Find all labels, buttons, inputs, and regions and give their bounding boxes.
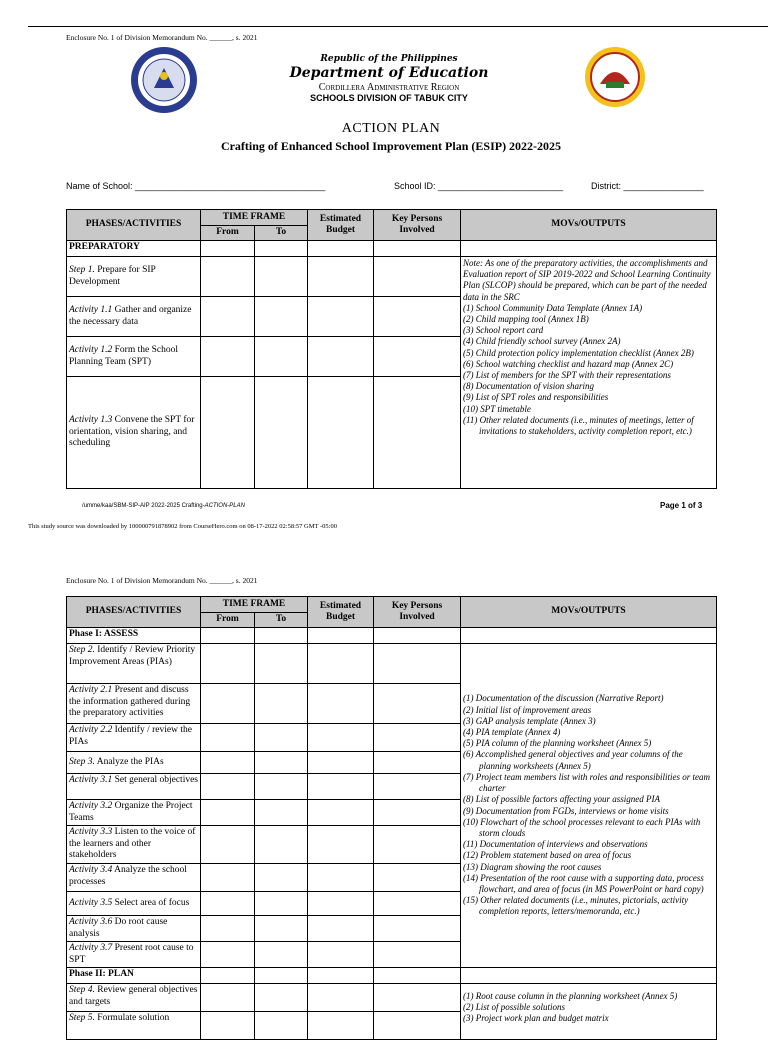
page-top-rule (28, 26, 768, 27)
list-item: (4) Child friendly school survey (Annex 2A) (463, 336, 621, 347)
table-row: Activity 1.3 Convene the SPT for orientation, vision sharing, and scheduling (67, 377, 201, 489)
list-item: (7) Project team members list with roles and responsibilities or team charter (463, 771, 710, 794)
action-plan-table-2 (66, 596, 717, 1040)
table-row: Activity 3.1 Set general objectives (67, 774, 201, 800)
table-row: Step 4. Review general objectives and targets (67, 984, 201, 1012)
list-item: (15) Other related documents (i.e., minutes, pictorials, activity completion reports, letters/memoranda, etc.) (463, 895, 689, 917)
header-phases: PHASES/ACTIVITIES (67, 210, 201, 241)
table-row: Activity 2.1 Present and discuss the information gathered during the preparatory activities (67, 684, 201, 724)
department-heading: Department of Education (289, 65, 489, 81)
deped-seal-logo (130, 46, 198, 114)
table-row: Activity 3.2 Organize the Project Teams (67, 800, 201, 826)
enclosure-note: Enclosure No. 1 of Division Memorandum No. ______, s. 2021 (66, 33, 258, 42)
list-item: (14) Presentation of the root cause with a supporting data, process flowchart, and area of focus (in MS PowerPoint or hard copy) (463, 872, 704, 894)
list-item: (1) Root cause column in the planning worksheet (Annex 5) (463, 991, 678, 1001)
region-heading: Cordillera Administrative Region (318, 82, 460, 93)
list-item: (6) School watching checklist and hazard map (Annex 2C) (463, 358, 674, 369)
division-heading: SCHOOLS DIVISION OF TABUK CITY (310, 93, 468, 103)
header-budget: Estimated Budget (308, 210, 374, 241)
list-item: (3) Project work plan and budget matrix (463, 1013, 609, 1024)
list-item: (1) School Community Data Template (Annex 1A) (463, 302, 643, 313)
list-item: (4) PIA template (Annex 4) (463, 727, 561, 738)
section-label: Phase I: ASSESS (67, 628, 201, 644)
table-row: Activity 3.5 Select area of focus (67, 892, 201, 916)
list-item: (8) Documentation of vision sharing (463, 381, 595, 392)
header-to: To (255, 613, 308, 628)
list-item: (9) Documentation from FGDs, interviews or home visits (463, 805, 669, 816)
list-item: (3) School report card (463, 325, 544, 336)
document-subtitle: Crafting of Enhanced School Improvement Plan (ESIP) 2022-2025 (220, 139, 562, 153)
division-seal-logo (584, 46, 646, 108)
republic-heading: Republic of the Philippines (320, 54, 458, 64)
list-item: (11) Documentation of interviews and observations (463, 839, 648, 850)
district-field[interactable]: District: ________________ (591, 181, 704, 191)
header-key-persons: Key Persons Involved (374, 597, 461, 628)
header-budget: Estimated Budget (308, 597, 374, 628)
preparatory-note: Note: As one of the preparatory activities, the accomplishments and Evaluation report of SIP 2019-2022 and School Learning Continuity Plan (SLCOP) should be prepared, which can be part of the needed data in the SRC (463, 258, 711, 302)
header-to: To (255, 226, 308, 241)
list-item: (8) List of possible factors affecting your assigned PIA (463, 794, 661, 805)
footer-path: /umme/kaa/SBM-SIP-AIP 2022-2025 Crafting-ACTION-PLAN (82, 503, 245, 509)
list-item: (5) PIA column of the planning worksheet (Annex 5) (463, 738, 652, 749)
movs-cell-preparatory (461, 257, 717, 489)
list-item: (10) SPT timetable (463, 403, 531, 414)
header-from: From (201, 613, 255, 628)
header-phases: PHASES/ACTIVITIES (67, 597, 201, 628)
list-item: (2) List of possible solutions (463, 1002, 566, 1013)
section-label: PREPARATORY (67, 241, 201, 257)
list-item: (7) List of members for the SPT with their representations (463, 370, 671, 381)
list-item: (2) Child mapping tool (Annex 1B) (463, 314, 589, 325)
list-item: (6) Accomplished general objectives and year columns of the planning worksheets (Annex 5) (463, 749, 683, 771)
movs-cell-plan (461, 984, 717, 1040)
movs-cell-assess (461, 644, 717, 968)
section-label: Phase II: PLAN (67, 968, 201, 984)
page-number: Page 1 of 3 (660, 501, 703, 510)
header-movs: MOVs/OUTPUTS (461, 597, 717, 628)
table-row: Activity 2.2 Identify / review the PIAs (67, 724, 201, 752)
list-item: (2) Initial list of improvement areas (463, 704, 592, 715)
list-item: (12) Problem statement based on area of focus (463, 850, 632, 861)
table-row: Activity 1.2 Form the School Planning Team (SPT) (67, 337, 201, 377)
list-item: (10) Flowchart of the school processes relevant to each PIAs with storm clouds (463, 816, 701, 838)
source-line: This study source was downloaded by 100000791878902 from CourseHero.com on 08-17-2022 02:58:57 GMT -05:00 (28, 523, 337, 530)
list-item: (13) Diagram showing the root causes (463, 861, 602, 872)
table-row: Activity 3.4 Analyze the school processes (67, 864, 201, 892)
header-from: From (201, 226, 255, 241)
name-of-school-field[interactable]: Name of School: ______________________________________ (66, 181, 326, 191)
header-movs: MOVs/OUTPUTS (461, 210, 717, 241)
table-row: Step 2. Identify / Review Priority Improvement Areas (PIAs) (67, 644, 201, 684)
table-row: Step 1. Prepare for SIP Development (67, 257, 201, 297)
list-item: (9) List of SPT roles and responsibilities (463, 392, 609, 403)
document-title: ACTION PLAN (341, 121, 441, 136)
list-item: (5) Child protection policy implementation checklist (Annex 2B) (463, 347, 694, 358)
table-row: Activity 3.6 Do root cause analysis (67, 916, 201, 942)
table-row: Step 3. Analyze the PIAs (67, 752, 201, 774)
enclosure-note-2: Enclosure No. 1 of Division Memorandum No. ______, s. 2021 (66, 576, 258, 585)
header-time-frame: TIME FRAME (201, 597, 308, 613)
header-time-frame: TIME FRAME (201, 210, 308, 226)
table-row: Activity 3.7 Present root cause to SPT (67, 942, 201, 968)
list-item: (11) Other related documents (i.e., minutes of meetings, letter of invitations to stakeholders, activity completion report, etc.) (463, 414, 694, 437)
table-row: Activity 1.1 Gather and organize the necessary data (67, 297, 201, 337)
action-plan-table-1 (66, 209, 717, 489)
list-item: (3) GAP analysis template (Annex 3) (463, 715, 596, 726)
header-key-persons: Key Persons Involved (374, 210, 461, 241)
list-item: (1) Documentation of the discussion (Narrative Report) (463, 693, 664, 704)
table-row: Activity 3.3 Listen to the voice of the learners and other stakeholders (67, 826, 201, 864)
table-row: Step 5. Formulate solution (67, 1012, 201, 1040)
school-id-field[interactable]: School ID: _________________________ (394, 181, 564, 191)
